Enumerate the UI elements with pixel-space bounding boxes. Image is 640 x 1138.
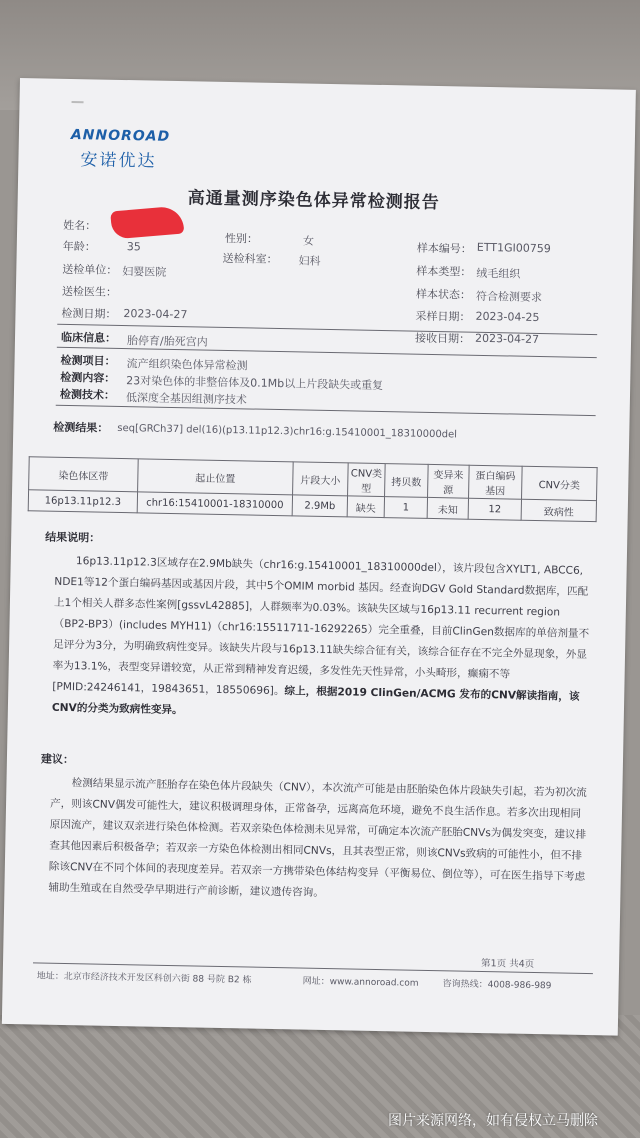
divider-3 [56,405,596,416]
company-logo-cn: 安诺优达 [80,150,157,172]
name-label: 姓名： [63,218,97,233]
collect-date-value: 2023-04-25 [475,309,540,325]
sample-type-value: 绒毛组织 [476,266,521,281]
company-logo-en: ANNOROAD [70,126,171,145]
test-date-label: 检测日期： [61,306,117,321]
dept-value: 妇科 [298,254,321,268]
report-paper [2,78,636,1036]
collect-date-label: 采样日期： [415,309,471,324]
sample-state-label: 样本状态： [415,287,472,302]
explanation-title: 结果说明： [45,530,101,545]
image-source-watermark: 图片来源网络，如有侵权立马删除 [388,1113,598,1129]
explanation-section [52,551,595,729]
table-header-cell: 起止位置 [138,459,294,495]
result-label: 检测结果： [53,420,109,435]
result-value: seq[GRCh37] del(16)(p13.11p12.3)chr16:g.15410001_18310000del [117,422,458,441]
table-header-cell: 变异来源 [428,464,470,498]
advice-paragraph: 检测结果显示流产胚胎存在染色体片段缺失（CNV），本次流产可能是由胚胎染色体片段缺失引起，若为初次流产，则该CNV偶发可能性大，建议积极调理身体，正常备孕，远离高危环境，避免不良生活作息。若多次出现相同原因流产，建议双亲进行染色体检测。若双亲染色体检测未见异常，可确定本次流产胚胎CNVs为偶发突变，建议排查其他因素后积极备孕；若双亲一方染色体检测出相同CNVs，且其表型正常，则该CNVs致病的可能性小，但不排除该CNV在不同个体间的表现度差异。若双亲一方携带染色体结构变异（平衡易位、倒位等），可在医生指导下考虑辅助生殖或在自然受孕早期进行产前诊断，建议遗传咨询。 [48,777,587,899]
sample-state-value: 符合检测要求 [475,289,543,305]
table-cell: 致病性 [521,499,596,521]
explanation-paragraph: 16p13.11p12.3区域存在2.9Mb缺失（chr16:g.15410001_18310000del），该片段包含XYLT1, ABCC6, NDE1等12个蛋白编码基因或基因片段，其中5个OMIM morbid 基因。经查询DGV Gold Standard数据库，匹配上1个相关人群多态性案例[gssvL42885]，人群频率为0.03%。该缺失区域与16p13.11 recurrent region（BP2-BP3）(includes MYH11)（chr16:15511711-16292265）完全重叠，目前ClinGen数据库的单倍剂量不足评分为3分，为明确致病性变异。该缺失片段与16p13.11缺失综合征有关，该综合征存在不完全外显现象，外显率为13.1%，表型变异谱较宽，从正常到精神发育迟缓，多发性先天性异常，小头畸形，癫痫不等[PMID:24246141，19843651，18550696]。 [52,555,590,698]
staple-mark [72,101,84,103]
advice-title: 建议： [40,752,75,767]
table-cell: 缺失 [347,496,384,518]
table-cell: chr16:15410001-18310000 [137,492,292,516]
clinical-value: 胎停育/胎死宫内 [126,334,208,349]
explanation-conclusion: 综上，根据2019 ClinGen/ACMG 发布的CNV解读指南，该CNV的分类为致病性变异。 [51,685,580,717]
age-label: 年龄： [62,239,96,254]
cnv-table [28,456,598,522]
dept-label: 送检科室： [222,251,278,266]
footer-website: 网址：www.annoroad.com [302,976,419,989]
test-date-value: 2023-04-27 [123,307,188,322]
receive-date-value: 2023-04-27 [474,331,540,347]
doctor-label: 送检医生： [61,284,118,299]
table-cell: 1 [384,497,427,519]
test-content-label: 检测内容： [60,370,116,385]
table-cell: 未知 [427,497,468,519]
sample-type-label: 样本类型： [416,264,472,279]
table-header-cell: 染色体区带 [29,457,139,492]
test-content-value: 23对染色体的非整倍体及0.1Mb以上片段缺失或重复 [126,374,384,393]
test-item-value: 流产组织染色体异常检测 [126,357,248,373]
receive-date-label: 接收日期： [414,331,471,346]
table-header-cell: 蛋白编码基因 [469,465,523,499]
footer-address: 地址：北京市经济技术开发区科创六街 88 号院 B2 栋 [36,971,252,986]
table-cell: 2.9Mb [292,495,347,517]
test-tech-value: 低深度全基因组测序技术 [125,391,247,407]
gender-value: 女 [302,234,315,248]
sample-no-label: 样本编号： [416,241,472,256]
sample-no-value: ETT1GI00759 [476,240,551,256]
test-tech-label: 检测技术： [59,387,116,402]
redacted-name-mark [110,205,184,239]
unit-value: 妇婴医院 [122,265,167,279]
table-header-cell: CNV类型 [348,463,386,497]
unit-label: 送检单位： [62,262,118,277]
table-cell: 12 [468,498,521,520]
table-header-cell: 片段大小 [293,462,349,496]
report-title: 高通量测序染色体异常检测报告 [187,188,440,214]
gender-label: 性别： [224,231,259,246]
table-header-cell: 拷贝数 [385,464,429,498]
table-header-cell: CNV分类 [522,466,598,500]
clinical-label: 临床信息： [60,330,117,345]
age-value: 35 [126,240,141,254]
table-cell: 16p13.11p12.3 [28,490,137,513]
test-item-label: 检测项目： [60,353,116,368]
footer-hotline: 咨询热线：4008-986-989 [442,979,552,992]
page-number: 第1页 共4页 [480,958,535,971]
